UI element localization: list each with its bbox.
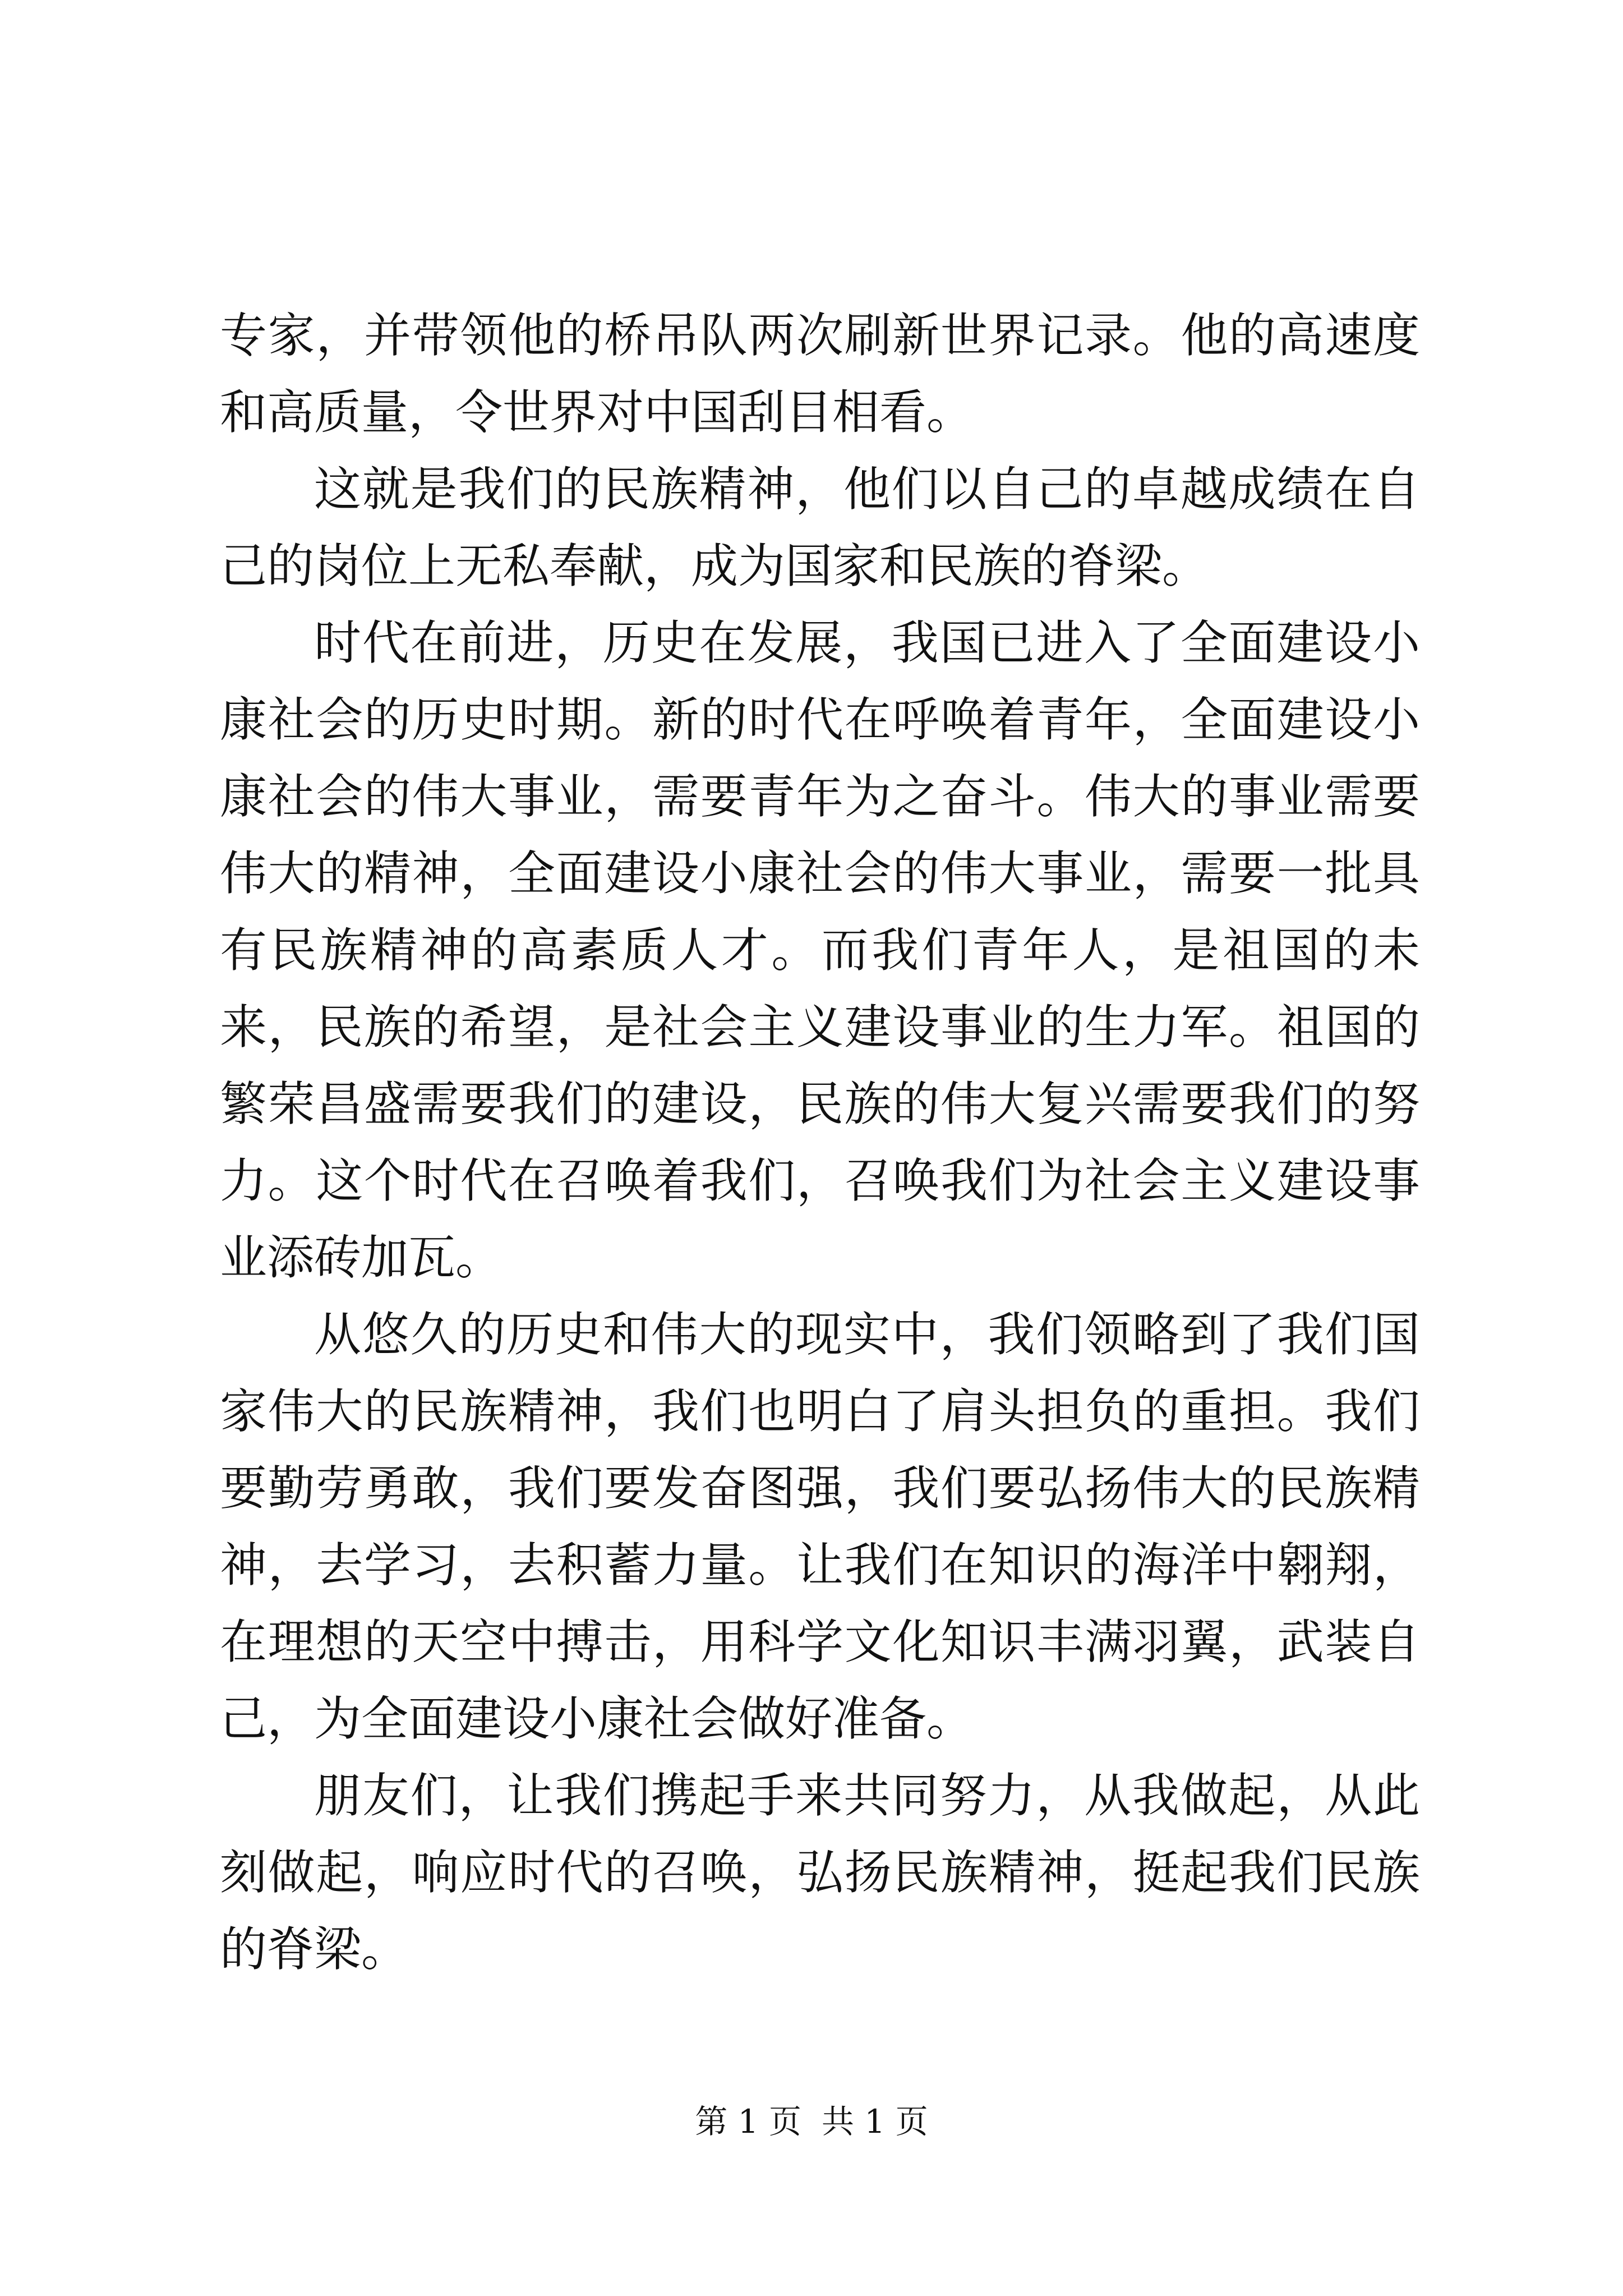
document-body — [220, 297, 1420, 1988]
page-total: 共 1 页 — [822, 2102, 928, 2141]
paragraph-5: 朋友们，让我们携起手来共同努力，从我做起，从此刻做起，响应时代的召唤，弘扬民族精神，挺起我们民族的脊梁。 — [220, 1768, 1420, 1977]
paragraph-3: 时代在前进，历史在发展，我国已进入了全面建设小康社会的历史时期。新的时代在呼唤着青年，全面建设小康社会的伟大事业，需要青年为之奋斗。伟大的事业需要伟大的精神，全面建设小康社会的伟大事业，需要一批具有民族精神的高素质人才。而我们青年人，是祖国的未来，民族的希望，是社会主义建设事业的生力军。祖国的繁荣昌盛需要我们的建设，民族的伟大复兴需要我们的努力。这个时代在召唤着我们，召唤我们为社会主义建设事业添砖加瓦。 — [220, 615, 1420, 1285]
paragraph-2: 这就是我们的民族精神，他们以自己的卓越成绩在自己的岗位上无私奉献，成为国家和民族的脊梁。 — [220, 462, 1420, 593]
page-footer — [0, 2099, 1623, 2144]
paragraph-1: 专家，并带领他的桥吊队两次刷新世界记录。他的高速度和高质量，令世界对中国刮目相看。 — [220, 308, 1420, 440]
paragraph-4: 从悠久的历史和伟大的现实中，我们领略到了我们国家伟大的民族精神，我们也明白了肩头担负的重担。我们要勤劳勇敢，我们要发奋图强，我们要弘扬伟大的民族精神，去学习，去积蓄力量。让我们在知识的海洋中翱翔，在理想的天空中搏击，用科学文化知识丰满羽翼，武装自己，为全面建设小康社会做好准备。 — [220, 1307, 1420, 1746]
page-number: 第 1 页 — [695, 2102, 801, 2141]
